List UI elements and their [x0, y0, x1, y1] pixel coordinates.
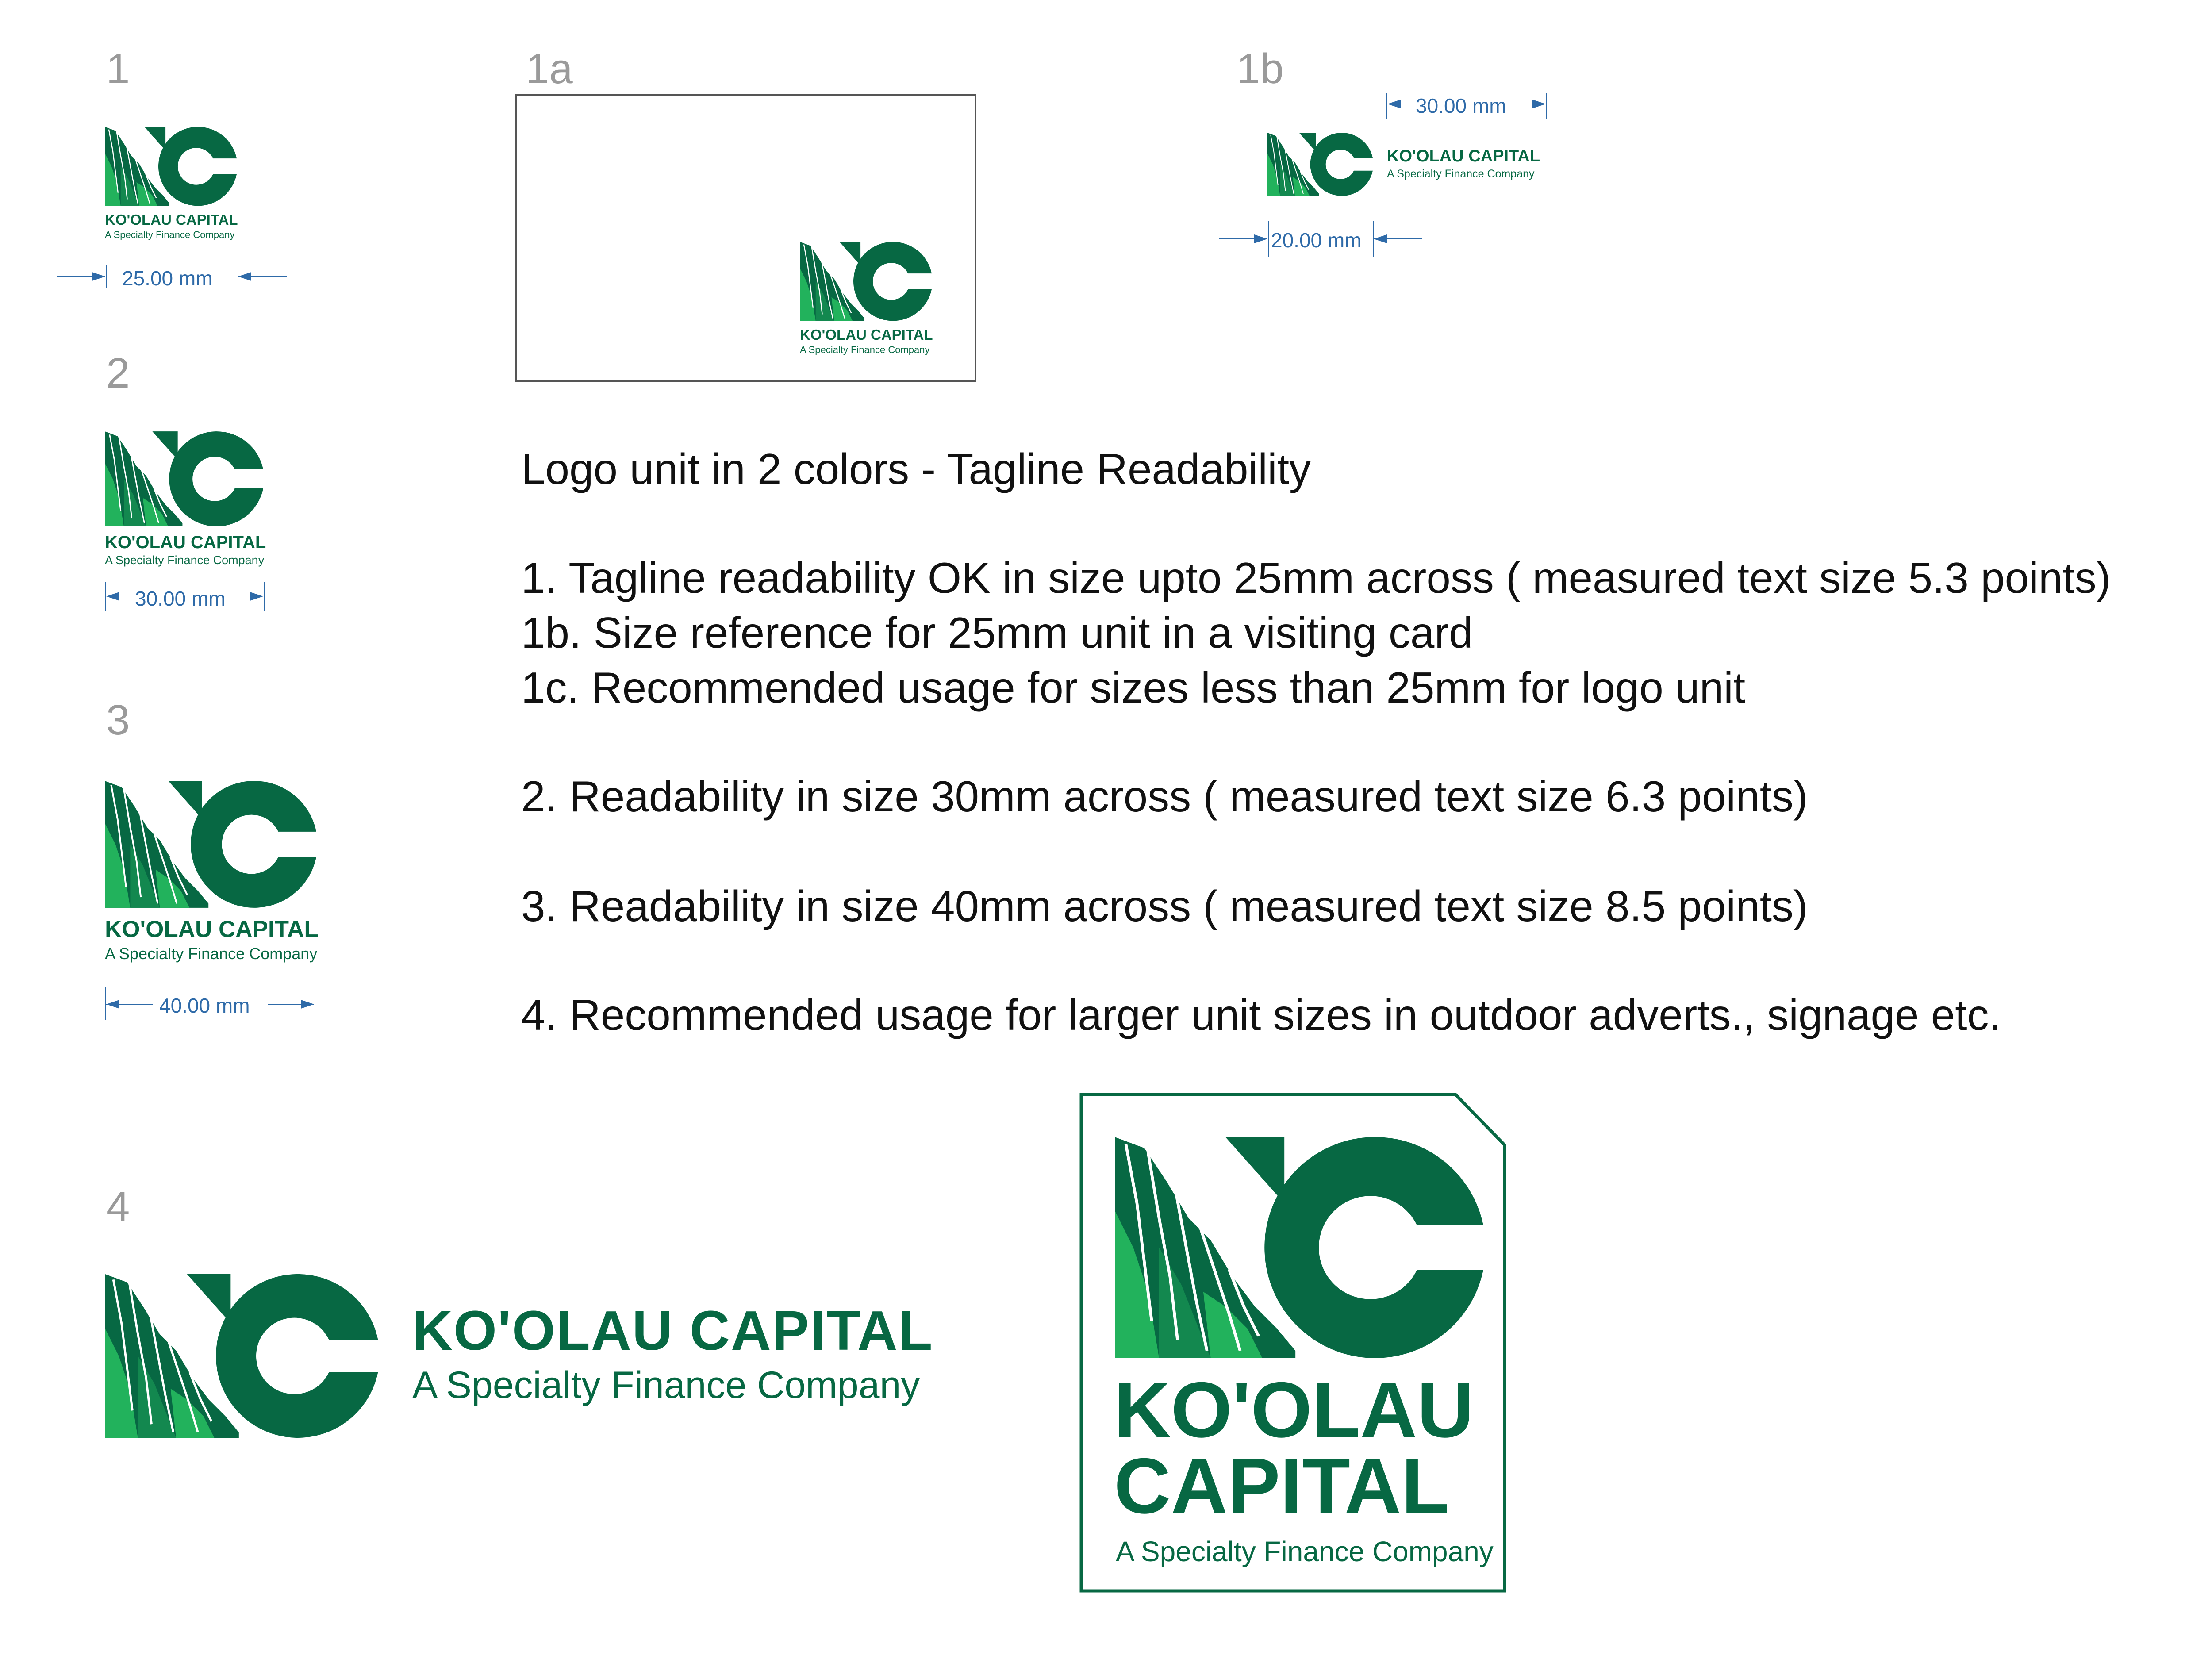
logo-horizontal-small-text: [1387, 147, 1540, 180]
notes-title: Logo unit in 2 colors - Tagline Readability: [521, 445, 1311, 493]
note-item: 3. Readability in size 40mm across ( measured text size 8.5 points): [521, 882, 1808, 930]
section-label-4: 4: [106, 1183, 130, 1230]
section-label-3: 3: [106, 696, 130, 744]
kc-logo-mark: [1267, 133, 1373, 196]
brand-name: KO'OLAU CAPITAL: [1387, 147, 1540, 165]
logo-25mm: [105, 127, 238, 241]
dimension-label: 20.00 mm: [1271, 229, 1362, 252]
section-label-1: 1: [106, 45, 130, 92]
logo-horizontal-large-text: [412, 1298, 933, 1407]
brand-tagline: A Specialty Finance Company: [105, 553, 265, 567]
dimension-40mm: [104, 987, 316, 1020]
dimension-label: 40.00 mm: [159, 994, 250, 1017]
note-item: 1c. Recommended usage for sizes less than 25mm for logo unit: [521, 663, 1746, 712]
dimension-label: 30.00 mm: [1416, 94, 1506, 117]
kc-logo-mark: [105, 431, 263, 526]
brand-tagline: A Specialty Finance Company: [1387, 168, 1535, 180]
brand-tagline: A Specialty Finance Company: [412, 1364, 920, 1406]
kc-logo-mark: [800, 242, 932, 321]
note-item: 1b. Size reference for 25mm unit in a visiting card: [521, 608, 1473, 657]
business-card-frame: [515, 94, 976, 382]
kc-logo-mark: [105, 781, 316, 908]
note-item: 4. Recommended usage for larger unit sizes in outdoor adverts., signage etc.: [521, 991, 2001, 1039]
logo-horizontal-small: [1267, 133, 1373, 196]
kc-logo-mark: [1115, 1137, 1483, 1358]
brand-tagline: A Specialty Finance Company: [105, 229, 235, 240]
brand-name-line2: CAPITAL: [1114, 1442, 1450, 1530]
brand-name: KO'OLAU CAPITAL: [105, 211, 238, 228]
brand-name: KO'OLAU CAPITAL: [105, 533, 266, 552]
brand-tagline: A Specialty Finance Company: [105, 945, 318, 963]
logo-30mm: [105, 431, 266, 567]
section-label-2: 2: [106, 349, 130, 397]
dimension-25mm: [57, 261, 287, 292]
logo-40mm: [105, 781, 319, 963]
brand-tagline: A Specialty Finance Company: [1116, 1536, 1494, 1567]
brand-tagline: A Specialty Finance Company: [800, 344, 930, 355]
brand-name-line1: KO'OLAU: [1114, 1366, 1474, 1454]
dimension-20mm: [1219, 221, 1422, 257]
logo-horizontal-large: [105, 1274, 378, 1438]
kc-logo-mark: [105, 127, 237, 206]
stacked-logo-frame: [1079, 1093, 1506, 1593]
dimension-label: 25.00 mm: [122, 267, 213, 290]
note-item: 2. Readability in size 30mm across ( measured text size 6.3 points): [521, 772, 1808, 821]
kc-logo-mark: [105, 1274, 378, 1438]
dimension-30mm-top: [1385, 88, 1548, 119]
section-label-1a: 1a: [526, 45, 573, 92]
brand-name: KO'OLAU CAPITAL: [105, 916, 319, 942]
brand-name: KO'OLAU CAPITAL: [412, 1299, 933, 1362]
section-label-1b: 1b: [1237, 45, 1284, 92]
dimension-30mm: [104, 580, 265, 611]
business-card-logo: [800, 242, 933, 356]
note-item: 1. Tagline readability OK in size upto 25mm across ( measured text size 5.3 points): [521, 553, 2111, 602]
brand-name: KO'OLAU CAPITAL: [800, 326, 933, 343]
dimension-label: 30.00 mm: [135, 587, 226, 610]
